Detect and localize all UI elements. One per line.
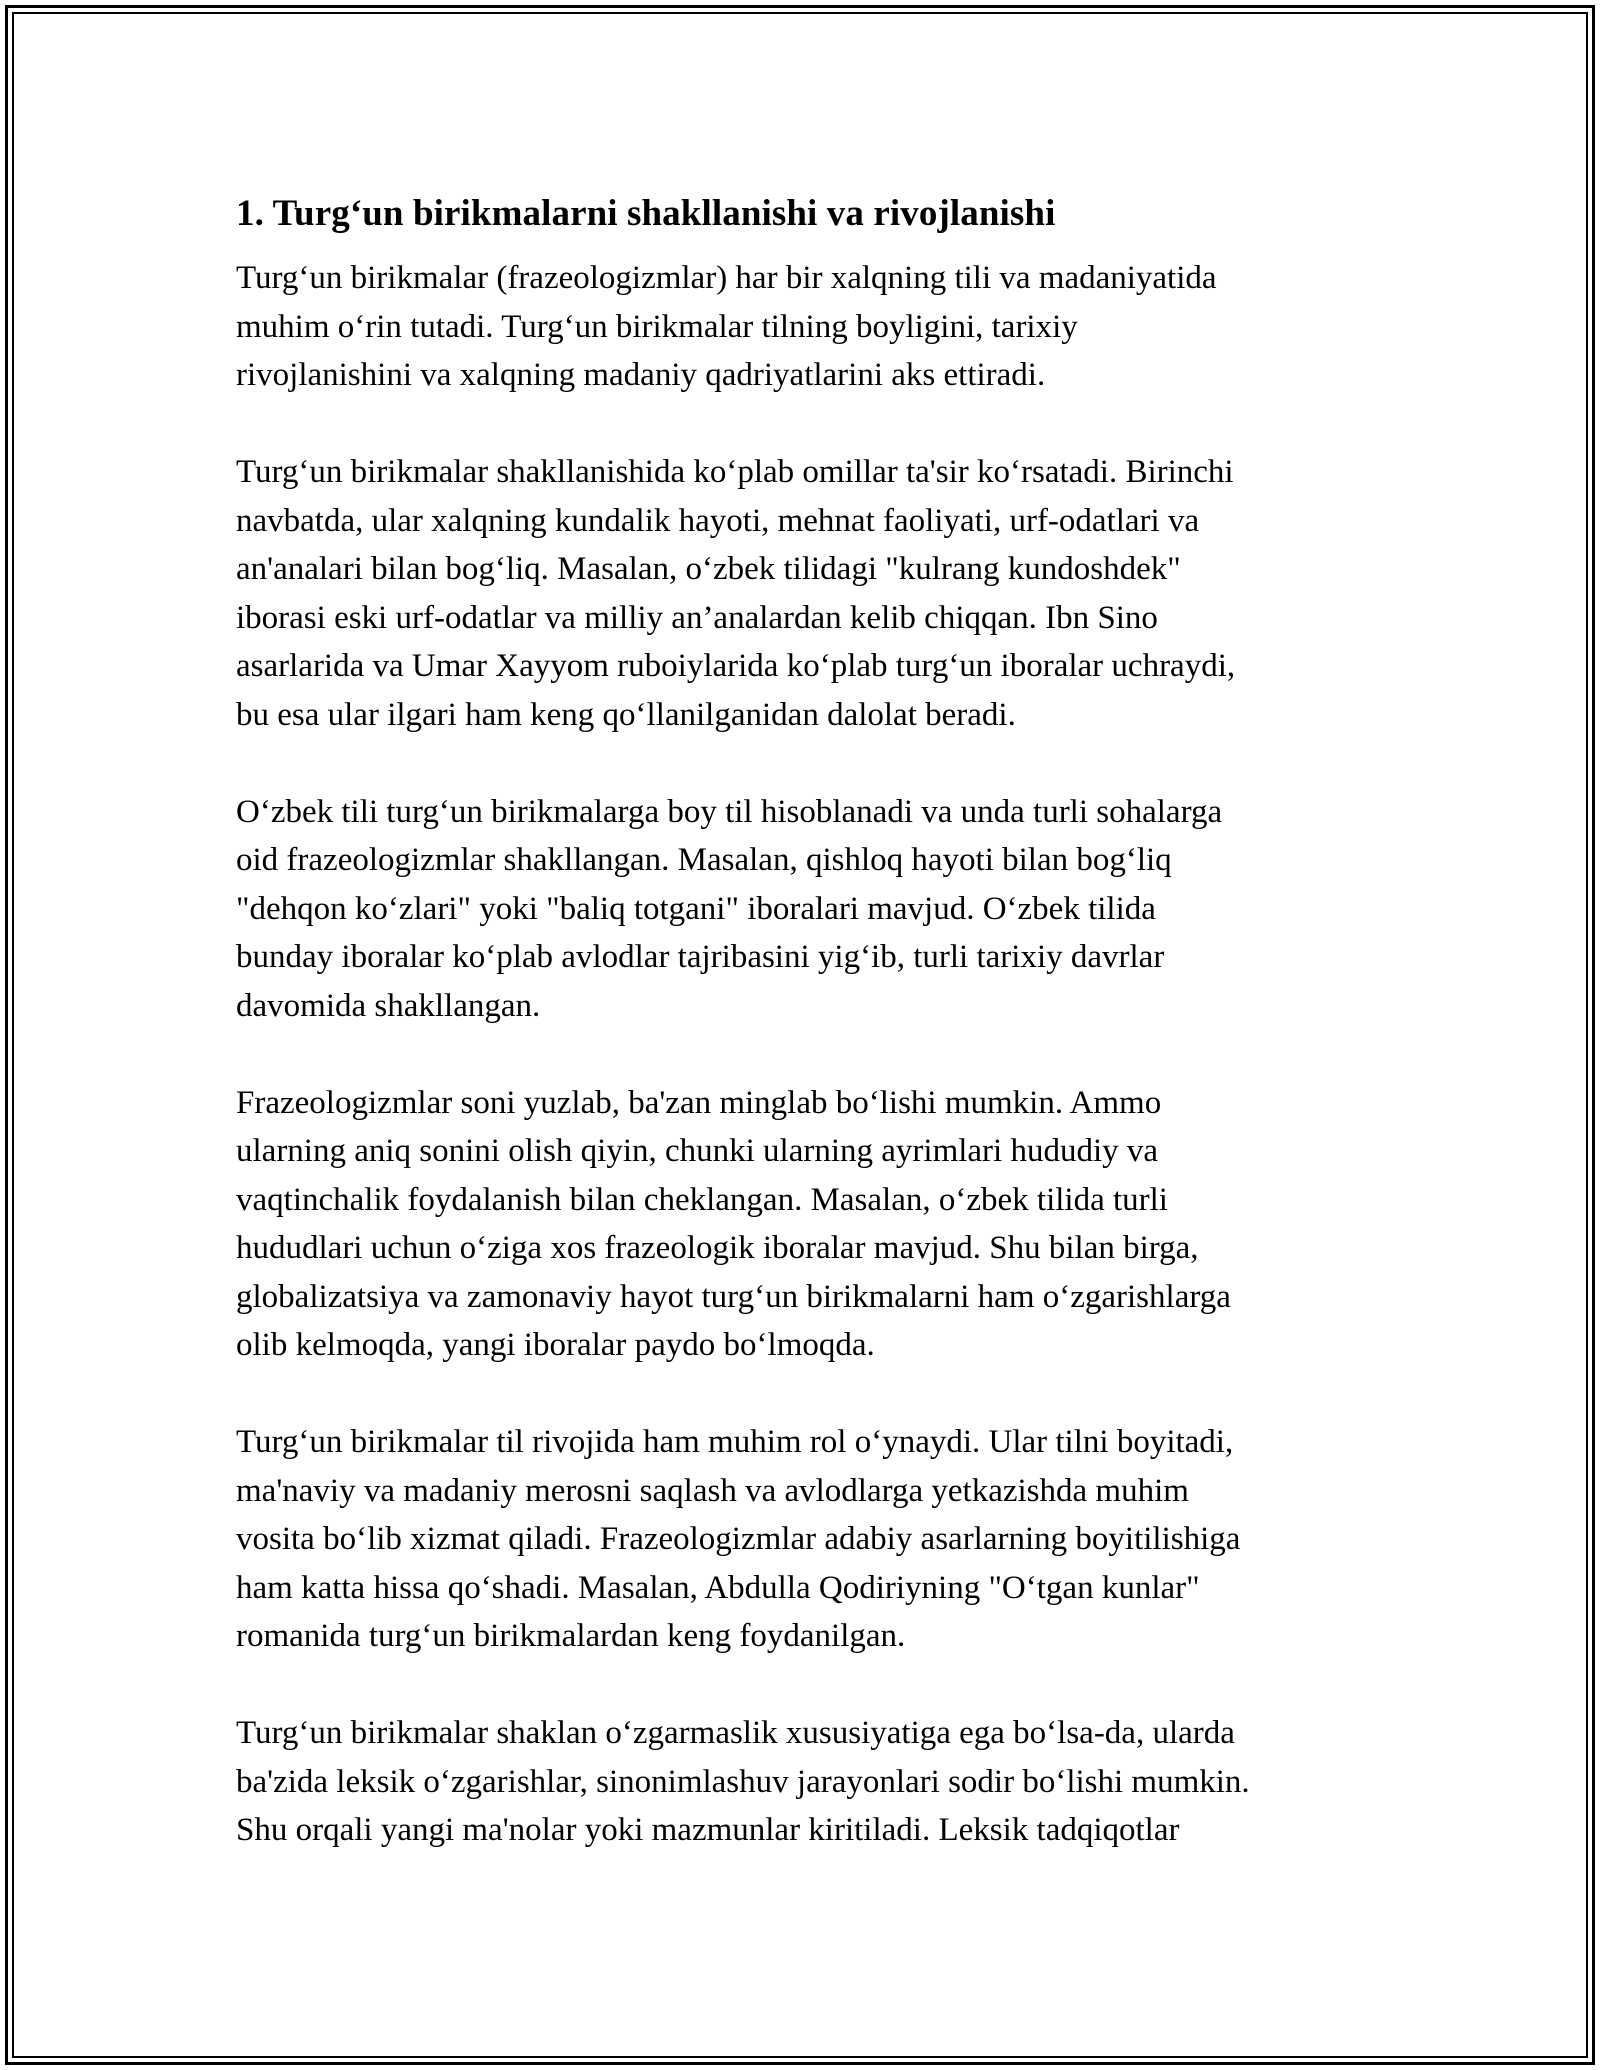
paragraph-4: Frazeologizmlar soni yuzlab, ba'zan minglab bo‘lishi mumkin. Ammo ularning aniq sonini olish qiyin, chunki ularning ayrimlari hududiy va vaqtinchalik foydalanish bilan cheklangan. Masalan, o‘zbek tilida turli hududlari uchun o‘ziga xos frazeologik iboralar mavjud. Shu bilan birga, globalizatsiya va zamonaviy hayot turg‘un birikmalarni ham o‘zgarishlarga olib kelmoqda, yangi iboralar paydo bo‘lmoqda.	[236, 1084, 1231, 1363]
document-body	[236, 186, 1416, 1855]
paragraph-3: O‘zbek tili turg‘un birikmalarga boy til hisoblanadi va unda turli sohalarga oid frazeologizmlar shakllangan. Masalan, qishloq hayoti bilan bog‘liq "dehqon ko‘zlari" yoki "baliq totgani" iboralari mavjud. O‘zbek tilida bunday iboralar ko‘plab avlodlar tajribasini yig‘ib, turli tarixiy davrlar davomida shakllangan.	[236, 793, 1223, 1024]
section-heading: 1. Turg‘un birikmalarni shakllanishi va rivojlanishi	[236, 193, 1056, 234]
paragraph-1: Turg‘un birikmalar (frazeologizmlar) har bir xalqning tili va madaniyatida muhim o‘rin tutadi. Turg‘un birikmalar tilning boyligini, tarixiy rivojlanishini va xalqning madaniy qadriyatlarini aks ettiradi.	[236, 260, 1217, 393]
paragraph-6: Turg‘un birikmalar shaklan o‘zgarmaslik xususiyatiga ega bo‘lsa-da, ularda ba'zida leksik o‘zgarishlar, sinonimlashuv jarayonlari sodir bo‘lishi mumkin. Shu orqali yangi ma'nolar yoki mazmunlar kiritiladi. Leksik tadqiqotlar	[236, 1715, 1250, 1848]
paragraph-5: Turg‘un birikmalar til rivojida ham muhim rol o‘ynaydi. Ular tilni boyitadi, ma'naviy va madaniy merosni saqlash va avlodlarga yetkazishda muhim vosita bo‘lib xizmat qiladi. Frazeologizmlar adabiy asarlarning boyitilishiga ham katta hissa qo‘shadi. Masalan, Abdulla Qodiriyning "O‘tgan kunlar" romanida turg‘un birikmalardan keng foydanilgan.	[236, 1424, 1241, 1654]
paragraph-2: Turg‘un birikmalar shakllanishida ko‘plab omillar ta'sir ko‘rsatadi. Birinchi navbatda, ular xalqning kundalik hayoti, mehnat faoliyati, urf-odatlari va an'analari bilan bog‘liq. Masalan, o‘zbek tilidagi "kulrang kundoshdek" iborasi eski urf-odatlar va milliy an’analardan kelib chiqqan. Ibn Sino asarlarida va Umar Xayyom ruboiylarida ko‘plab turg‘un iboralar uchraydi, bu esa ular ilgari ham keng qo‘llanilganidan dalolat beradi.	[236, 454, 1236, 733]
